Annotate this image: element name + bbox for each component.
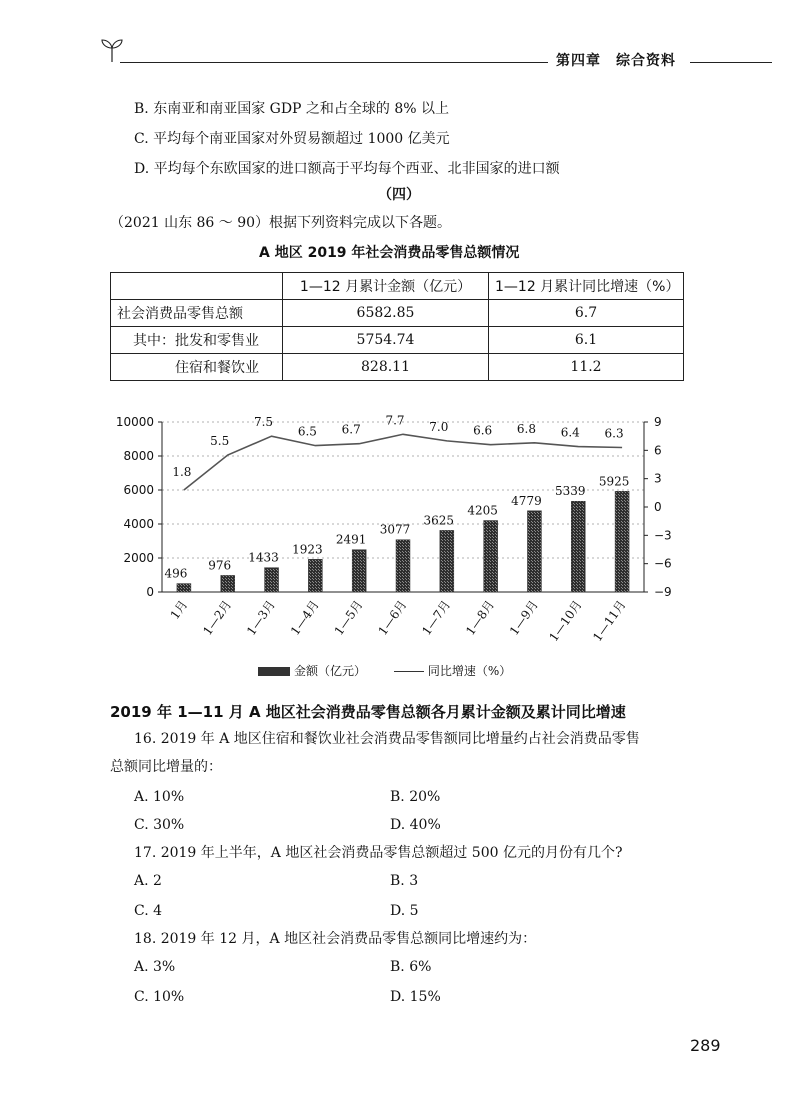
y-right-tick-label: −3 bbox=[654, 528, 672, 543]
y-left-tick-label: 4000 bbox=[123, 517, 154, 531]
chart-bar bbox=[527, 511, 541, 592]
header-rule-left bbox=[120, 62, 548, 63]
table-header-cell bbox=[111, 273, 283, 300]
table-row-label: 其中：批发和零售业 bbox=[111, 327, 283, 354]
question-17-option-d[interactable]: D. 5 bbox=[390, 903, 419, 919]
y-left-tick-label: 2000 bbox=[123, 551, 154, 565]
table-header-row bbox=[111, 273, 684, 300]
table-title: A 地区 2019 年社会消费品零售总额情况 bbox=[259, 245, 520, 261]
line-value-label: 1.8 bbox=[172, 465, 192, 479]
question-17-stem: 17. 2019 年上半年，A 地区社会消费品零售总额超过 500 亿元的月份有几个? bbox=[134, 845, 623, 861]
y-right-tick-label: 3 bbox=[654, 471, 662, 486]
section-number: （四） bbox=[378, 187, 420, 203]
page-number: 289 bbox=[690, 1036, 721, 1055]
x-category-label: 1—4月 bbox=[287, 597, 322, 638]
line-value-label: 7.5 bbox=[253, 415, 274, 430]
line-value-label: 6.4 bbox=[560, 425, 580, 440]
legend-line-swatch bbox=[394, 671, 424, 672]
table-header-cell: 1—12 月累计同比增速（%） bbox=[489, 273, 684, 300]
question-17-option-b[interactable]: B. 3 bbox=[390, 873, 419, 889]
question-18-stem: 18. 2019 年 12 月，A 地区社会消费品零售总额同比增速约为： bbox=[134, 931, 537, 947]
chart-bar bbox=[221, 575, 235, 592]
retail-sales-chart bbox=[100, 408, 700, 696]
line-value-label: 6.8 bbox=[516, 421, 537, 436]
bar-value-label: 3625 bbox=[423, 513, 455, 528]
line-value-label: 6.6 bbox=[473, 423, 493, 438]
chart-bar bbox=[177, 584, 191, 592]
y-right-tick-label: 0 bbox=[654, 500, 662, 514]
bar-value-label: 4779 bbox=[511, 493, 542, 508]
question-18-option-d[interactable]: D. 15% bbox=[390, 989, 441, 1005]
chart-bar bbox=[308, 559, 322, 592]
table-cell-growth: 11.2 bbox=[489, 354, 684, 381]
bar-value-label: 5925 bbox=[598, 474, 630, 489]
y-left-tick-label: 8000 bbox=[123, 449, 154, 463]
bar-value-label: 496 bbox=[164, 566, 188, 581]
question-16-option-b[interactable]: B. 20% bbox=[390, 789, 441, 805]
legend-line-label: 同比增速（%） bbox=[427, 664, 512, 678]
legend-bar-swatch bbox=[258, 667, 290, 676]
x-category-label: 1—6月 bbox=[375, 597, 410, 638]
table-cell-amount: 6582.85 bbox=[283, 300, 489, 327]
question-16-option-d[interactable]: D. 40% bbox=[390, 817, 441, 833]
chart-bar bbox=[352, 550, 366, 592]
table-row bbox=[111, 300, 684, 327]
y-left-tick-label: 0 bbox=[146, 585, 154, 599]
chapter-title: 第四章 综合资料 bbox=[556, 53, 676, 69]
y-right-tick-label: −9 bbox=[654, 585, 672, 599]
question-16-option-c[interactable]: C. 30% bbox=[134, 817, 185, 833]
bar-value-label: 5339 bbox=[554, 484, 586, 499]
x-category-label: 1—5月 bbox=[331, 597, 366, 638]
prev-option-b: B. 东南亚和南亚国家 GDP 之和占全球的 8% 以上 bbox=[134, 101, 450, 117]
prev-option-d: D. 平均每个东欧国家的进口额高于平均每个西亚、北非国家的进口额 bbox=[134, 161, 560, 177]
bar-value-label: 3077 bbox=[379, 522, 411, 537]
table-cell-growth: 6.7 bbox=[489, 300, 684, 327]
x-category-label: 1—9月 bbox=[506, 597, 541, 638]
line-value-label: 5.5 bbox=[210, 434, 230, 449]
question-16-stem: 16. 2019 年 A 地区住宿和餐饮业社会消费品零售额同比增量约占社会消费品零售 bbox=[134, 731, 640, 747]
header-rule-right bbox=[690, 62, 772, 63]
table-row-label: 住宿和餐饮业 bbox=[111, 354, 283, 381]
x-category-label: 1—11月 bbox=[590, 597, 629, 645]
table-row-label: 社会消费品零售总额 bbox=[111, 300, 283, 327]
x-category-label: 1月 bbox=[167, 597, 191, 622]
chart-legend bbox=[258, 663, 511, 679]
x-category-label: 1—10月 bbox=[546, 597, 585, 645]
y-right-tick-label: −6 bbox=[654, 556, 672, 571]
x-category-label: 1—3月 bbox=[244, 597, 279, 638]
bar-value-label: 2491 bbox=[335, 532, 367, 547]
line-value-label: 7.7 bbox=[385, 413, 405, 428]
x-category-label: 1—2月 bbox=[200, 597, 235, 638]
prev-option-c: C. 平均每个南亚国家对外贸易额超过 1000 亿美元 bbox=[134, 131, 450, 147]
growth-rate-line bbox=[184, 434, 622, 490]
chart-bar bbox=[396, 540, 410, 592]
bar-value-label: 1433 bbox=[248, 550, 279, 565]
line-value-label: 6.7 bbox=[341, 422, 361, 437]
section-intro: （2021 山东 86 ～ 90）根据下列资料完成以下各题。 bbox=[110, 215, 452, 231]
chart-bar bbox=[571, 501, 585, 592]
chart-caption: 2019 年 1—11 月 A 地区社会消费品零售总额各月累计金额及累计同比增速 bbox=[110, 703, 626, 721]
table-cell-growth: 6.1 bbox=[489, 327, 684, 354]
chart-bar bbox=[265, 568, 279, 592]
question-16-stem-cont: 总额同比增量的： bbox=[110, 759, 222, 775]
legend-bar-label: 金额（亿元） bbox=[294, 664, 367, 678]
question-18-option-a[interactable]: A. 3% bbox=[134, 959, 176, 975]
question-18-option-b[interactable]: B. 6% bbox=[390, 959, 432, 975]
table-cell-amount: 828.11 bbox=[283, 354, 489, 381]
table-row bbox=[111, 354, 684, 381]
y-left-tick-label: 6000 bbox=[123, 483, 154, 497]
x-category-label: 1—8月 bbox=[463, 597, 498, 638]
question-17-option-c[interactable]: C. 4 bbox=[134, 903, 163, 919]
bar-value-label: 976 bbox=[208, 558, 232, 573]
x-category-label: 1—7月 bbox=[419, 597, 454, 638]
chart-bar bbox=[615, 491, 629, 592]
y-right-tick-label: 6 bbox=[654, 443, 662, 458]
table-row bbox=[111, 327, 684, 354]
chart-bar bbox=[440, 530, 454, 592]
question-17-option-a[interactable]: A. 2 bbox=[134, 873, 162, 889]
question-18-option-c[interactable]: C. 10% bbox=[134, 989, 185, 1005]
line-value-label: 6.3 bbox=[604, 426, 624, 441]
sprout-icon bbox=[100, 36, 124, 68]
table-cell-amount: 5754.74 bbox=[283, 327, 489, 354]
bar-value-label: 1923 bbox=[292, 542, 323, 557]
y-left-tick-label: 10000 bbox=[115, 415, 154, 429]
data-table bbox=[110, 272, 684, 381]
chart-bar bbox=[484, 521, 498, 592]
question-16-option-a[interactable]: A. 10% bbox=[134, 789, 185, 805]
table-header-cell: 1—12 月累计金额（亿元） bbox=[283, 273, 489, 300]
line-value-label: 6.5 bbox=[297, 424, 317, 439]
bar-value-label: 4205 bbox=[467, 503, 498, 518]
y-right-tick-label: 9 bbox=[654, 415, 662, 429]
line-value-label: 7.0 bbox=[429, 419, 449, 434]
